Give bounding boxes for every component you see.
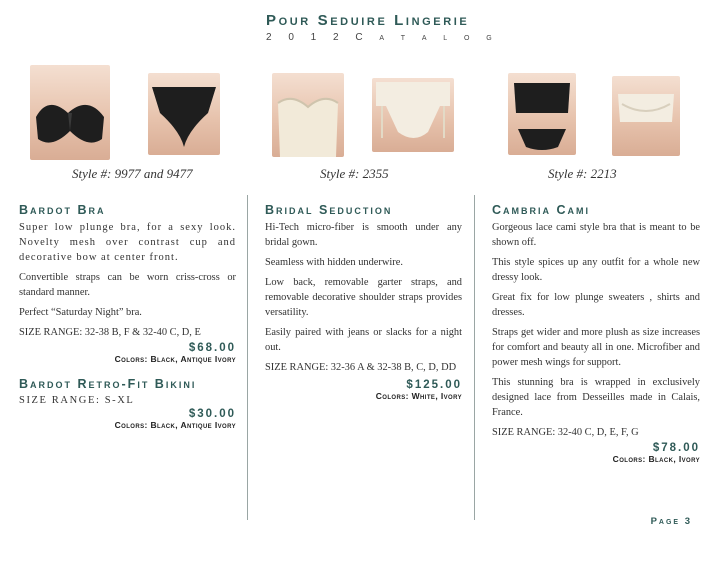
bridal-size: SIZE RANGE: 32-36 A & 32-38 B, C, D, DD: [265, 362, 457, 373]
column-bardot: [19, 203, 236, 430]
catalog-subtitle: 2 0 1 2 C a t a l o g: [266, 32, 499, 43]
photo-bridal-bra: [272, 73, 344, 157]
cambria-desc-2: This style spices up any outfit for a whole new dressy look.: [492, 257, 700, 283]
photo-bridal-garter: [372, 78, 454, 152]
photo-bardot-bikini: [148, 73, 220, 155]
bardot-desc-1: Super low plunge bra, for a sexy look. Novelty mesh over contrast cup and decorative bow at center front.: [19, 222, 236, 263]
bikini-size: SIZE RANGE: S-XL: [19, 395, 135, 406]
page-number: Page 3: [650, 516, 692, 527]
cambria-colors: Colors: Black, Ivory: [612, 454, 700, 464]
photo-bardot-bra: [30, 65, 110, 160]
bardot-bra-colors: Colors: Black, Antique Ivory: [114, 354, 236, 364]
title-cambria-cami: Cambria Cami: [492, 203, 591, 217]
bridal-colors: Colors: White, Ivory: [375, 391, 462, 401]
cambria-size: SIZE RANGE: 32-40 C, D, E, F, G: [492, 427, 639, 438]
photo-cambria-ivory: [612, 76, 680, 156]
bridal-desc-4: Easily paired with jeans or slacks for a night out.: [265, 327, 462, 353]
column-bridal: [265, 203, 462, 401]
bardot-bikini-colors: Colors: Black, Antique Ivory: [114, 420, 236, 430]
column-divider-1: [247, 195, 248, 520]
bardot-bikini-price: $30.00: [188, 408, 236, 420]
cambria-desc-5: This stunning bra is wrapped in exclusively designed lace from Desseilles made in Calais, France.: [492, 377, 700, 418]
cambria-desc-3: Great fix for low plunge sweaters , shirts and dresses.: [492, 292, 700, 318]
title-bardot-bikini: Bardot Retro-Fit Bikini: [19, 377, 197, 391]
style-label-2: Style #: 2355: [320, 166, 389, 181]
column-divider-2: [474, 195, 475, 520]
column-cambria: [492, 203, 700, 464]
bardot-bra-price: $68.00: [188, 342, 236, 354]
bardot-desc-2: Convertible straps can be worn criss-cross or standard manner.: [19, 272, 236, 298]
style-label-1: Style #: 9977 and 9477: [72, 166, 193, 181]
brand-title: Pour Seduire Lingerie: [266, 12, 470, 29]
bridal-desc-3: Low back, removable garter straps, and removable decorative shoulder straps provides versatility.: [265, 277, 462, 318]
bridal-desc-2: Seamless with hidden underwire.: [265, 257, 403, 268]
photo-cambria-black: [508, 73, 576, 155]
bridal-price: $125.00: [406, 379, 462, 391]
title-bridal-seduction: Bridal Seduction: [265, 203, 393, 217]
bridal-desc-1: Hi-Tech micro-fiber is smooth under any bridal gown.: [265, 222, 462, 248]
bardot-desc-3: Perfect “Saturday Night” bra.: [19, 307, 142, 318]
style-label-3: Style #: 2213: [548, 166, 617, 181]
title-bardot-bra: Bardot Bra: [19, 203, 106, 217]
bardot-size: SIZE RANGE: 32-38 B, F & 32-40 C, D, E: [19, 327, 201, 338]
cambria-desc-4: Straps get wider and more plush as size increases for comfort and beauty all in one. Microfiber and power mesh wings for support.: [492, 327, 700, 368]
cambria-desc-1: Gorgeous lace cami style bra that is meant to be shown off.: [492, 222, 700, 248]
cambria-price: $78.00: [652, 442, 700, 454]
